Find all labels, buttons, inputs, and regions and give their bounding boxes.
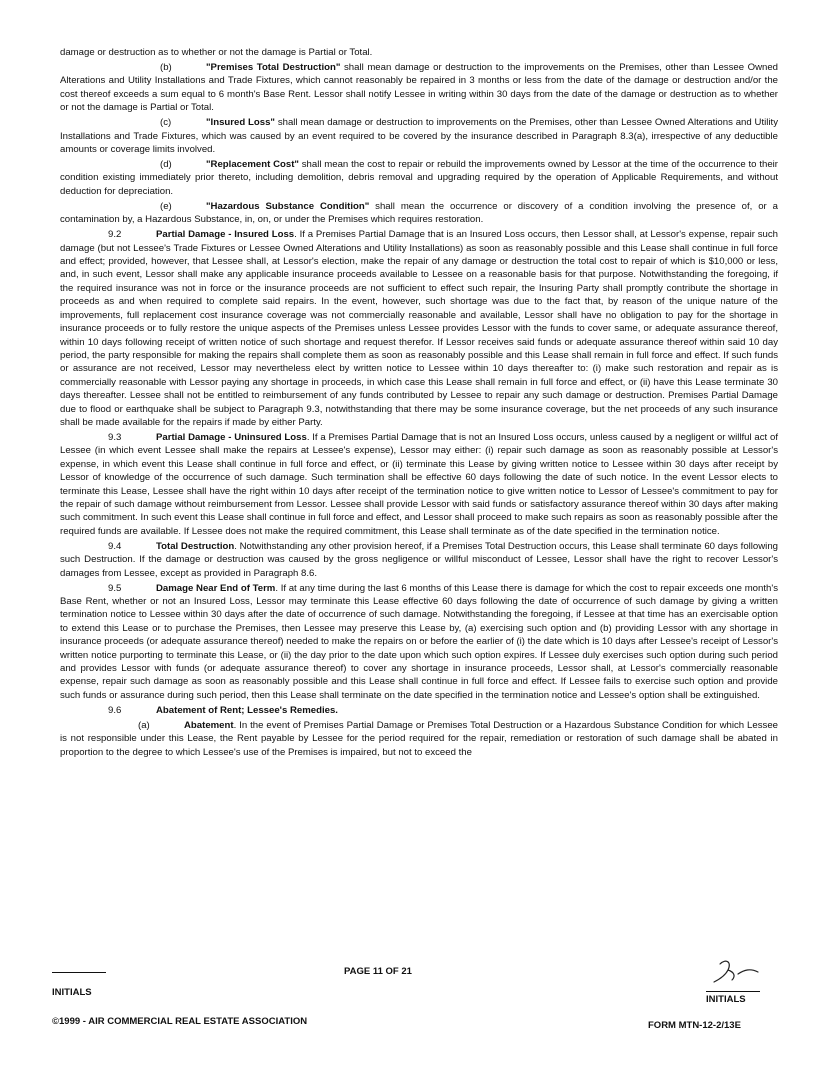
subsection-a-term: Abatement — [184, 719, 234, 731]
form-number: FORM MTN-12-2/13E — [648, 1020, 741, 1031]
section-9-3-number: 9.3 — [108, 431, 122, 443]
subsection-a-abatement — [60, 719, 778, 759]
definition-c — [60, 116, 778, 156]
section-9-4-number: 9.4 — [108, 540, 122, 552]
definition-c-term: "Insured Loss" — [206, 117, 275, 129]
definition-d-label: (d) — [160, 159, 172, 171]
section-9-4-text: . Notwithstanding any other provision hereof, if a Premises Total Destruction occurs, this Lease shall terminate 60 days following such Destruction. If the damage or destruction was caused by the gross negligence or willful misconduct of Lessee, Lessor shall have the right to recover Lessor's damages from Lessee, except as provided in Paragraph 8.6. — [60, 540, 778, 579]
section-9-4-title: Total Destruction — [156, 540, 235, 552]
section-9-5-number: 9.5 — [108, 582, 122, 594]
section-9-3-title: Partial Damage - Uninsured Loss — [156, 431, 307, 443]
definition-b-text: shall mean damage or destruction to the improvements on the Premises, other than Lessee Owned Alterations and Utility Installations and Trade Fixtures, which cannot reasonably be repaired in 3 months or less from the date of the damage or destruction and/or the cost thereof exceeds a sum equal to 6 month's Base Rent. Lessor shall notify Lessee in writing within 30 days from the date of the damage or destruction as to whether or not the damage is Partial or Total. — [60, 62, 779, 114]
definition-d — [60, 158, 778, 198]
initials-label-right: INITIALS — [706, 994, 746, 1005]
definition-e-text: shall mean the occurrence or discovery of a condition involving the presence of, or a contamination by, a Hazardous Substance, in, on, or under the Premises which requires restoration. — [60, 200, 778, 226]
definition-d-term: "Replacement Cost" — [206, 159, 299, 171]
page-number: PAGE 11 OF 21 — [344, 966, 412, 977]
subsection-a-text: . In the event of Premises Partial Damage or Premises Total Destruction or a Hazardous Substance Condition for which Lessee is not responsible under this Lease, the Rent payable by Lessee for the period required for the repair, remediation or restoration of such damage shall be abated in proportion to the degree to which Lessee's use of the Premises is impaired, but not to exceed the — [60, 719, 778, 758]
section-9-6 — [60, 704, 778, 717]
copyright-notice: ©1999 - AIR COMMERCIAL REAL ESTATE ASSOCIATION — [52, 1016, 308, 1027]
definition-c-label: (c) — [160, 117, 172, 129]
initials-label-left: INITIALS — [52, 987, 92, 998]
section-9-2-text: . If a Premises Partial Damage that is an Insured Loss occurs, then Lessor shall, at Lessor's expense, repair such damage (but not Lessee's Trade Fixtures or Lessee Owned Alterations and Utility Installations) as soon as reasonably possible and this Lease shall continue in full force and effect; provided, however, that Lessee shall, at Lessor's election, make the repair of any damage or destruction the total cost to repair of which is $10,000 or less, and, in such event, Lessor shall make any applicable insurance proceeds available to Lessee on a reasonable basis for that purpose. Notwithstanding the foregoing, if the required insurance was not in force or the insurance proceeds are not sufficient to effect such repair, the Insuring Party shall promptly contribute the shortage in proceeds as and when required to complete said repairs. In the event, however, such shortage was due to the fact that, by reason of the unique nature of the improvements, full replacement cost insurance coverage was not commercially reasonable and available, Lessor shall have no obligation to pay for the shortage in insurance proceeds or to fully restore the unique aspects of the Premises unless Lessee provides Lessor with the funds to cover same, or adequate assurance thereof, within 10 days following receipt of written notice of such shortage and request therefor. If Lessor receives said funds or adequate assurance thereof within said 10 day period, the party responsible for making the repairs shall complete them as soon as reasonably possible and this Lease shall remain in full force and effect. If such funds or assurance are not received, Lessor may nevertheless elect by written notice to Lessee within 10 days thereafter to: (i) make such restoration and repair as is commercially reasonable with Lessor paying any shortage in proceeds, in which case this Lease shall remain in full force and effect, or (ii) have this Lease terminate 30 days thereafter. Lessee shall not be entitled to reimbursement of any funds contributed by Lessee to repair any such damage or destruction. Premises Partial Damage due to flood or earthquake shall be subject to Paragraph 9.3, notwithstanding that there may be some insurance coverage, but the net proceeds of any such insurance shall be made available for the repairs if made by either Party. — [60, 229, 778, 428]
paragraph-continuation: damage or destruction as to whether or not the damage is Partial or Total. — [60, 47, 373, 58]
section-9-3-text: . If a Premises Partial Damage that is not an Insured Loss occurs, unless caused by a negligent or willful act of Lessee (in which event Lessee shall make the repairs at Lessee's expense), Lessor may either: (i) repair such damage as soon as reasonably possible at Lessor's expense, in which event this Lease shall continue in full force and effect, or (ii) terminate this Lease by giving written notice to Lessee within 30 days after receipt by Lessor of knowledge of the occurrence of such damage. Such termination shall be effective 60 days following the date of such notice. In the event Lessor elects to terminate this Lease, Lessee shall have the right within 10 days after receipt of the termination notice to give written notice to Lessor of Lessee's commitment to pay for the repair of such damage without reimbursement from Lessor. Lessee shall provide Lessor with said funds or satisfactory assurance thereof within 30 days after making such commitment. In such event this Lease shall continue in full force and effect, and Lessor shall proceed to make such repairs as soon as reasonably possible after the required funds are available. If Lessee does not make the required commitment, this Lease shall terminate as of the date specified in the termination notice. — [60, 431, 778, 537]
section-9-5-text: . If at any time during the last 6 months of this Lease there is damage for which the cost to repair exceeds one month's Base Rent, whether or not an Insured Loss, Lessor may terminate this Lease effective 60 days following the date of occurrence of such damage by giving a written termination notice to Lessee within 30 days after the date of occurrence of such damage. Notwithstanding the foregoing, if Lessee at that time has an exercisable option to extend this Lease or to purchase the Premises, then Lessee may preserve this Lease by, (a) exercising such option and (b) providing Lessor with any shortage in insurance proceeds (or adequate assurance thereof) needed to make the repairs on or before the earlier of (i) the date which is 10 days after Lessee's receipt of Lessor's written notice purporting to terminate this Lease, or (ii) the day prior to the date upon which such option expires. If Lessee duly exercises such option during such period and provides Lessor with funds (or adequate assurance thereof) to cover any shortage in insurance proceeds, Lessor shall, at Lessor's commercially reasonable expense, repair such damage as soon as reasonably possible and this Lease shall continue in full force and effect. If Lessee fails to exercise such option and provide such funds or assurance during such period, then this Lease shall terminate on the date specified in the termination notice and Lessee's option shall be extinguished. — [60, 582, 778, 701]
definition-b-term: "Premises Total Destruction" — [206, 62, 341, 73]
definition-e-term: "Hazardous Substance Condition" — [206, 200, 370, 212]
section-9-2-number: 9.2 — [108, 229, 122, 241]
section-9-2 — [60, 228, 778, 429]
initials-signature — [706, 956, 766, 990]
section-9-4 — [60, 540, 778, 580]
section-9-5 — [60, 582, 778, 703]
definition-e-label: (e) — [160, 200, 172, 212]
section-9-6-number: 9.6 — [108, 704, 122, 716]
definition-d-text: shall mean the cost to repair or rebuild the improvements owned by Lessor at the time of the occurrence to their condition existing immediately prior thereto, including demolition, debris removal and upgrading required by the operation of Applicable Requirements, and without deduction for depreciation. — [60, 159, 778, 197]
subsection-a-label: (a) — [138, 719, 150, 731]
section-9-3 — [60, 431, 778, 538]
definition-b — [60, 61, 778, 115]
initials-line-right — [706, 991, 760, 992]
definition-e — [60, 200, 778, 227]
section-9-5-title: Damage Near End of Term — [156, 582, 276, 594]
definition-b-label: (b) — [160, 62, 172, 73]
definition-c-text: shall mean damage or destruction to improvements on the Premises, other than Lessee Owned Alterations and Utility Installations and Trade Fixtures, which was caused by an event required to be covered by the insurance described in Paragraph 8.3(a), irrespective of any deductible amounts or coverage limits involved. — [60, 117, 779, 156]
document-body — [60, 46, 778, 761]
section-9-2-title: Partial Damage - Insured Loss — [156, 229, 295, 241]
initials-line-left — [52, 972, 106, 973]
section-9-6-title: Abatement of Rent; Lessee's Remedies. — [156, 704, 338, 716]
